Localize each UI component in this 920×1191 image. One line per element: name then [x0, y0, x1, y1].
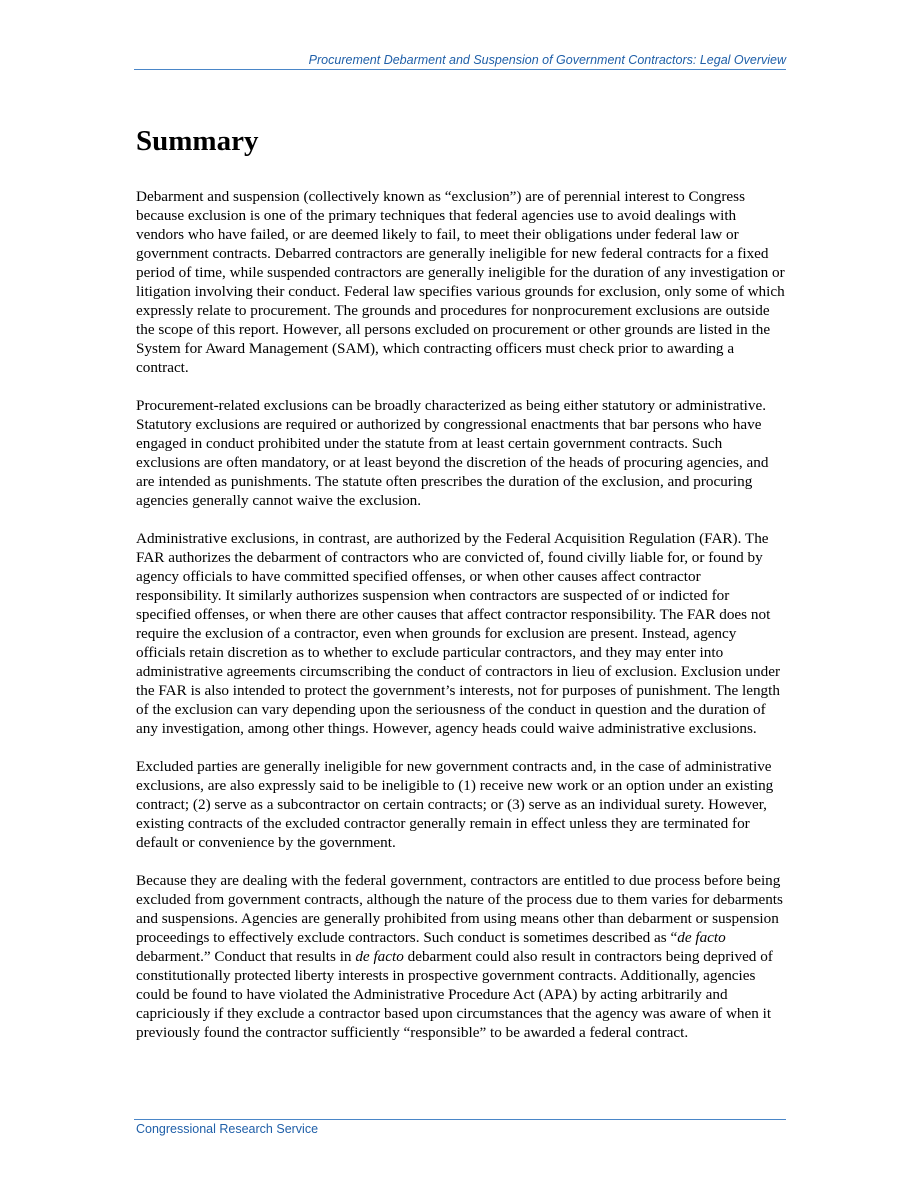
summary-paragraph-4: Excluded parties are generally ineligible for new government contracts and, in the case of administrative exclusions, are also expressly said to be ineligible to (1) receive new work or an option under an existing contract; (2) serve as a subcontractor on certain contracts; or (3) serve as an individual surety. However, existing contracts of the excluded contractor generally remain in effect unless they are terminated for default or convenience by the government. [136, 758, 774, 851]
paragraph-5-text-3: debarment could also result in contractors being deprived of constitutionally protected liberty interests in prospective government contracts. Additionally, agencies could be found to have violated the Administrative Procedure Act (APA) by acting arbitrarily and capriciously if they exclude a contractor based upon circumstances that the agency was aware of when it previously found the contractor sufficiently “responsible” to be awarded a federal contract. [136, 948, 773, 1041]
summary-paragraph-3: Administrative exclusions, in contrast, are authorized by the Federal Acquisition Regulation (FAR). The FAR authorizes the debarment of contractors who are convicted of, found civilly liable for, or found by agency officials to have committed specified offenses, or when other causes affect contractor responsibility. It similarly authorizes suspension when contractors are suspected of or indicted for specified offenses, or when there are other causes that affect contractor responsibility. The FAR does not require the exclusion of a contractor, even when grounds for exclusion are present. Instead, agency officials retain discretion as to whether to exclude particular contractors, and they may enter into administrative agreements circumscribing the conduct of contractors in lieu of exclusion. Exclusion under the FAR is also intended to protect the government’s interests, not for purposes of punishment. The length of the exclusion can vary depending upon the seriousness of the conduct in question and the duration of any investigation, among other things. However, agency heads could waive administrative exclusions. [136, 530, 781, 737]
running-header-title: Procurement Debarment and Suspension of Government Contractors: Legal Overview [308, 53, 786, 67]
summary-paragraph-2: Procurement-related exclusions can be broadly characterized as being either statutory or administrative. Statutory exclusions are required or authorized by congressional enactments that bar persons who have engaged in conduct prohibited under the statute from at least certain government contracts. Such exclusions are often mandatory, or at least beyond the discretion of the heads of procuring agencies, and are intended as punishments. The statute often prescribes the duration of the exclusion, and procuring agencies generally cannot waive the exclusion. [136, 397, 769, 509]
footer-divider [134, 1119, 786, 1120]
main-content [136, 122, 786, 1061]
summary-paragraph-5 [136, 871, 786, 1042]
footer-organization: Congressional Research Service [136, 1122, 319, 1136]
paragraph-5-text-2: debarment.” Conduct that results in [136, 948, 356, 965]
header-divider [134, 69, 786, 70]
de-facto-term-1: de facto [677, 929, 726, 946]
page-title: Summary [136, 125, 259, 157]
de-facto-term-2: de facto [355, 948, 404, 965]
paragraph-5-text-1: Because they are dealing with the federal government, contractors are entitled to due process before being excluded from government contracts, although the nature of the process due to them varies for debarments and suspensions. Agencies are generally prohibited from using means other than debarment or suspension proceedings to effectively exclude contractors. Such conduct is sometimes described as “ [136, 872, 783, 946]
summary-paragraph-1: Debarment and suspension (collectively known as “exclusion”) are of perennial interest to Congress because exclusion is one of the primary techniques that federal agencies use to avoid dealings with vendors who have failed, or are deemed likely to fail, to meet their obligations under federal law or government contracts. Debarred contractors are generally ineligible for new federal contracts for a fixed period of time, while suspended contractors are generally ineligible for the duration of any investigation or litigation involving their conduct. Federal law specifies various grounds for exclusion, only some of which expressly relate to procurement. The grounds and procedures for nonprocurement exclusions are outside the scope of this report. However, all persons excluded on procurement or other grounds are listed in the System for Award Management (SAM), which contracting officers must check prior to awarding a contract. [136, 188, 785, 376]
